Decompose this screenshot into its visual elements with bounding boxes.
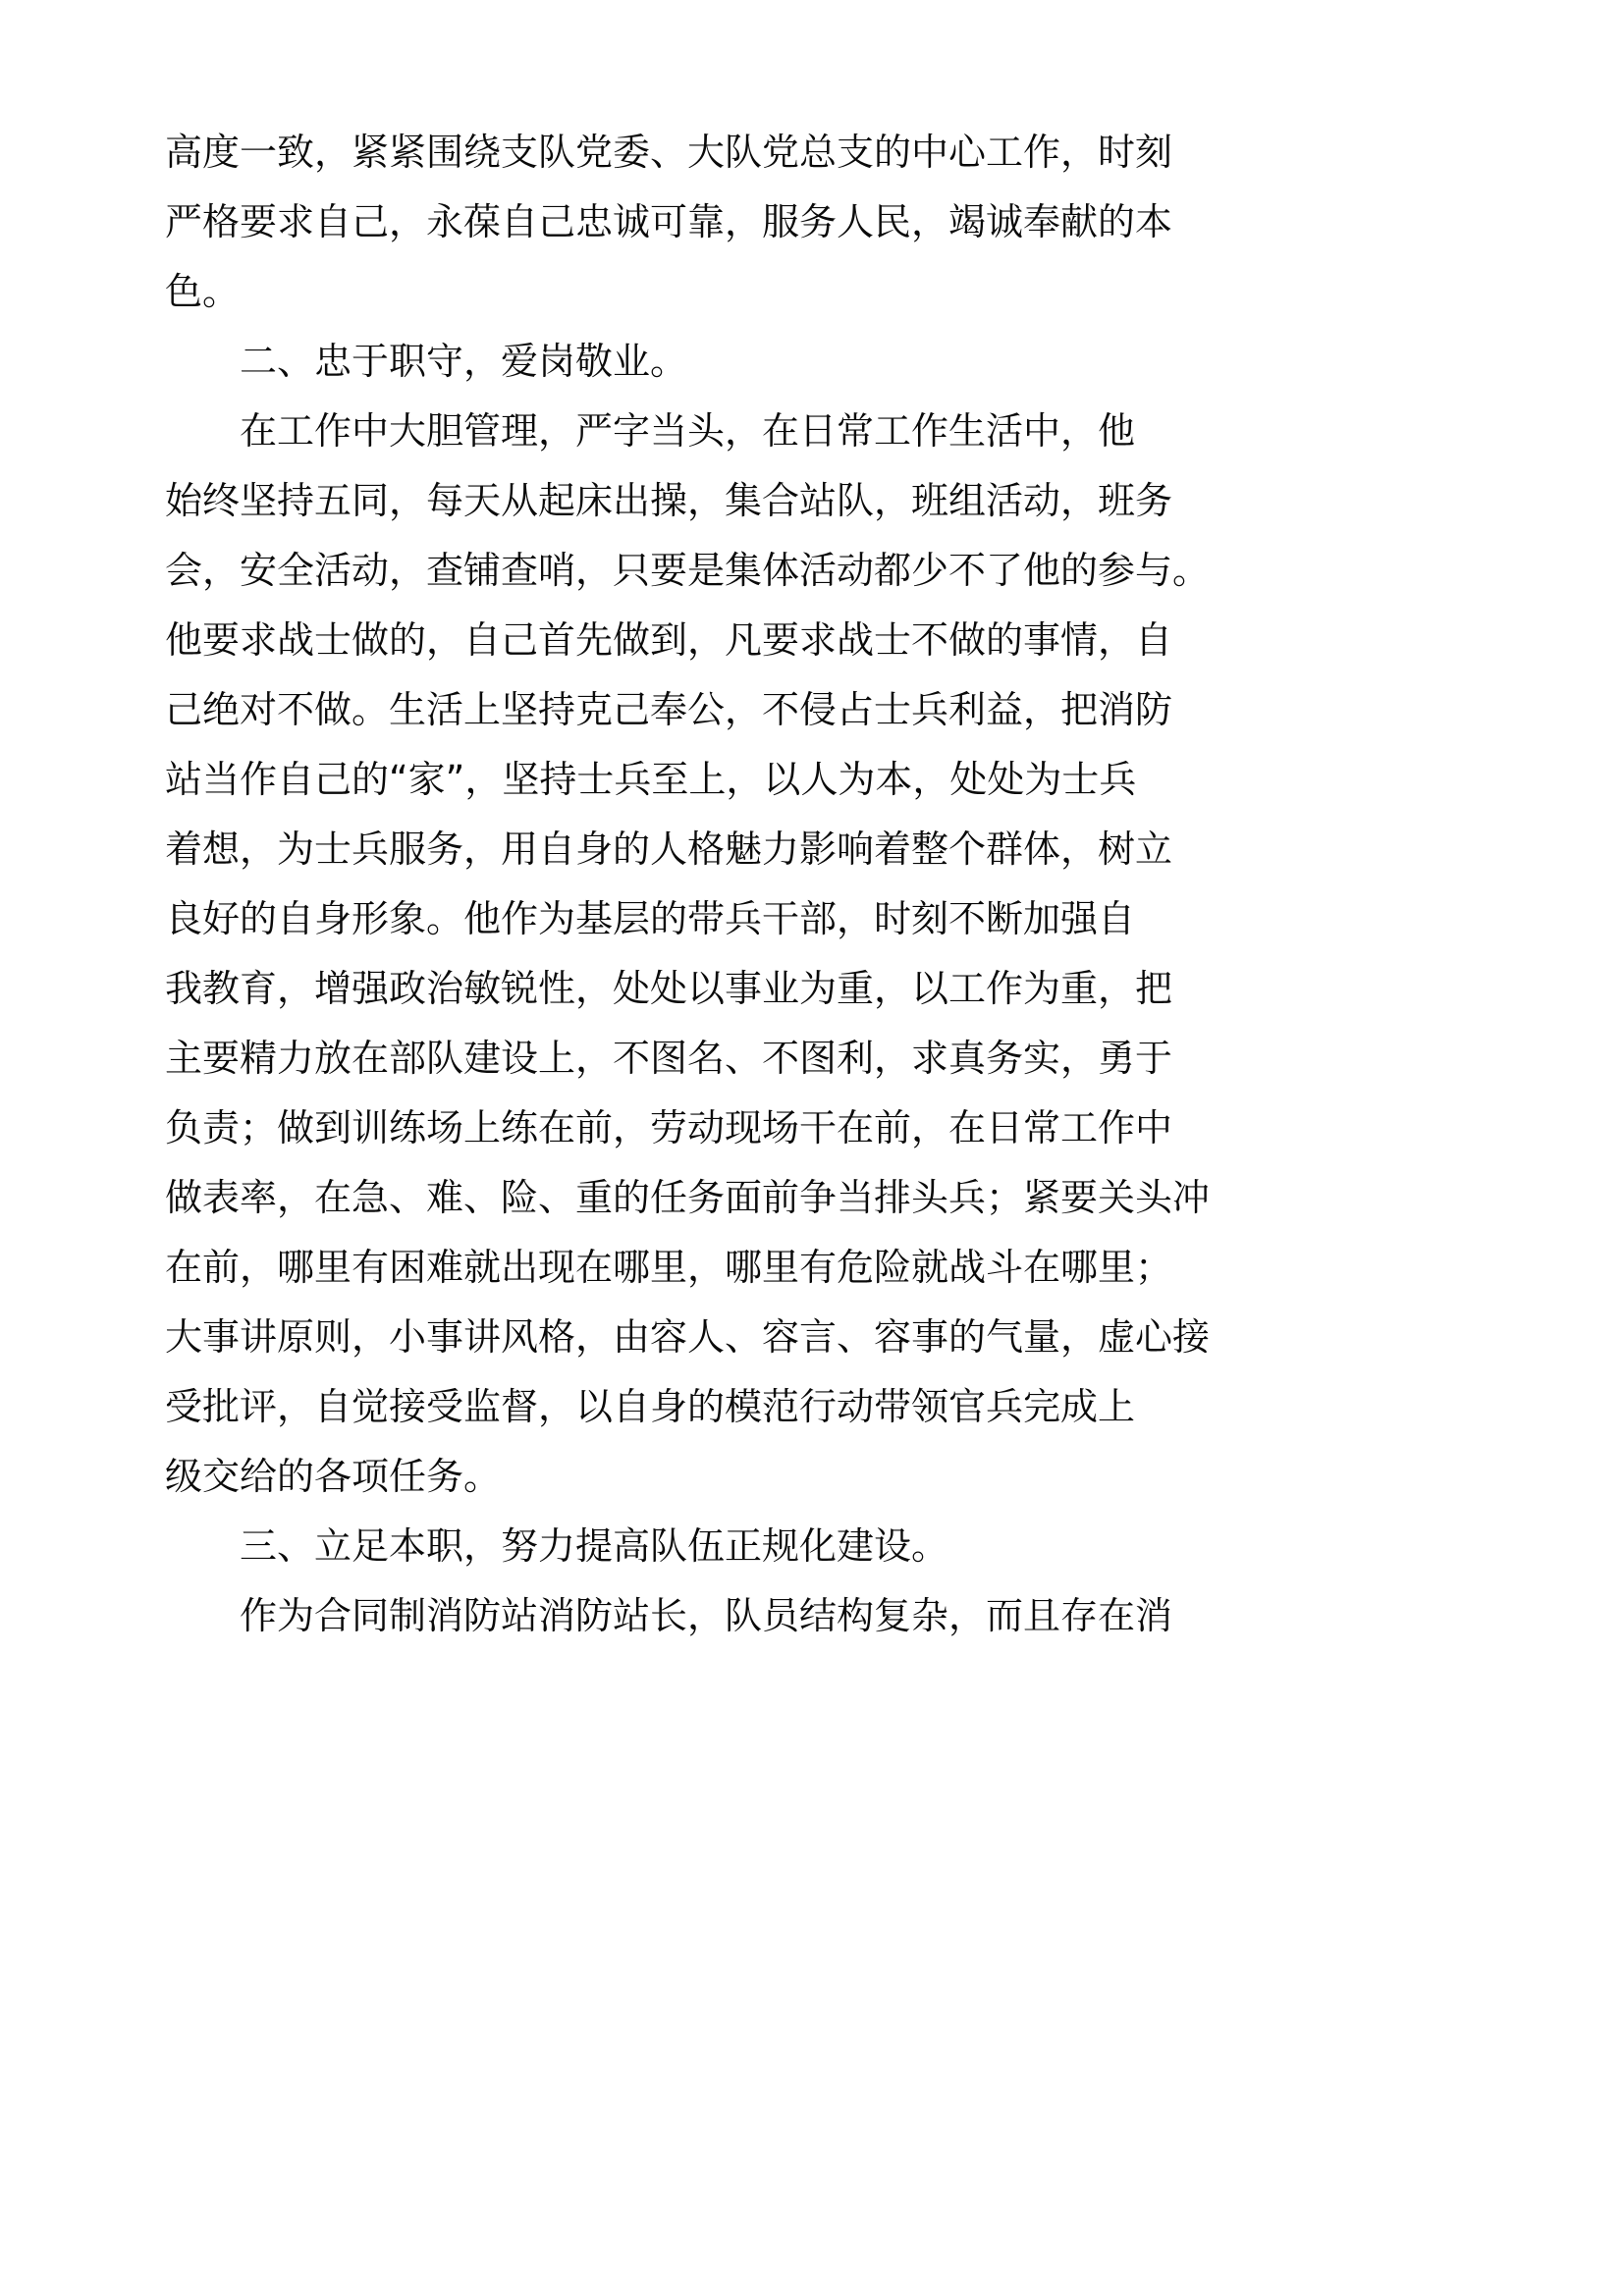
text-line: 受批评，自觉接受监督，以自身的模范行动带领官兵完成上	[165, 1385, 1136, 1428]
heading-line: 三、立足本职，努力提高队伍正规化建设。	[240, 1524, 949, 1568]
text-line: 主要精力放在部队建设上，不图名、不图利，求真务实，勇于	[165, 1037, 1173, 1080]
text-line: 作为合同制消防站消防站长，队员结构复杂，而且存在消	[240, 1594, 1173, 1637]
text-line: 严格要求自己，永葆自己忠诚可靠，服务人民，竭诚奉献的本	[165, 200, 1173, 243]
text-line: 他要求战士做的，自己首先做到，凡要求战士不做的事情，自	[165, 618, 1173, 662]
heading-two	[165, 327, 950, 397]
text-line: 始终坚持五同，每天从起床出操，集合站队，班组活动，班务	[165, 479, 1173, 522]
heading-three	[165, 1512, 950, 1581]
text-line: 己绝对不做。生活上坚持克己奉公，不侵占士兵利益，把消防	[165, 688, 1173, 731]
text-line: 大事讲原则，小事讲风格，由容人、容言、容事的气量，虚心接	[165, 1315, 1211, 1359]
text-line: 良好的自身形象。他作为基层的带兵干部，时刻不断加强自	[165, 897, 1136, 940]
text-line: 负责；做到训练场上练在前，劳动现场干在前，在日常工作中	[165, 1106, 1173, 1149]
text-line: 在前，哪里有困难就出现在哪里，哪里有危险就战斗在哪里；	[165, 1246, 1173, 1289]
paragraph-section-three	[165, 1581, 1173, 1651]
text-line: 在工作中大胆管理，严字当头，在日常工作生活中，他	[240, 409, 1136, 453]
heading-line: 二、忠于职守，爱岗敬业。	[240, 340, 688, 383]
text-line: 我教育，增强政治敏锐性，处处以事业为重，以工作为重，把	[165, 967, 1173, 1010]
text-line: 做表率，在急、难、险、重的任务面前争当排头兵；紧要关头冲	[165, 1176, 1211, 1219]
text-line: 高度一致，紧紧围绕支队党委、大队党总支的中心工作，时刻	[165, 131, 1173, 174]
document-text-body	[165, 118, 1211, 1651]
text-line: 级交给的各项任务。	[165, 1455, 502, 1498]
text-line: 着想，为士兵服务，用自身的人格魅力影响着整个群体，树立	[165, 828, 1173, 871]
paragraph-continuation	[165, 118, 1173, 327]
text-line: 色。	[165, 270, 241, 313]
text-line: 站当作自己的“家”，坚持士兵至上，以人为本，处处为士兵	[165, 758, 1137, 801]
text-line: 会，安全活动，查铺查哨，只要是集体活动都少不了他的参与。	[165, 549, 1211, 592]
paragraph-section-two	[165, 397, 1211, 1512]
